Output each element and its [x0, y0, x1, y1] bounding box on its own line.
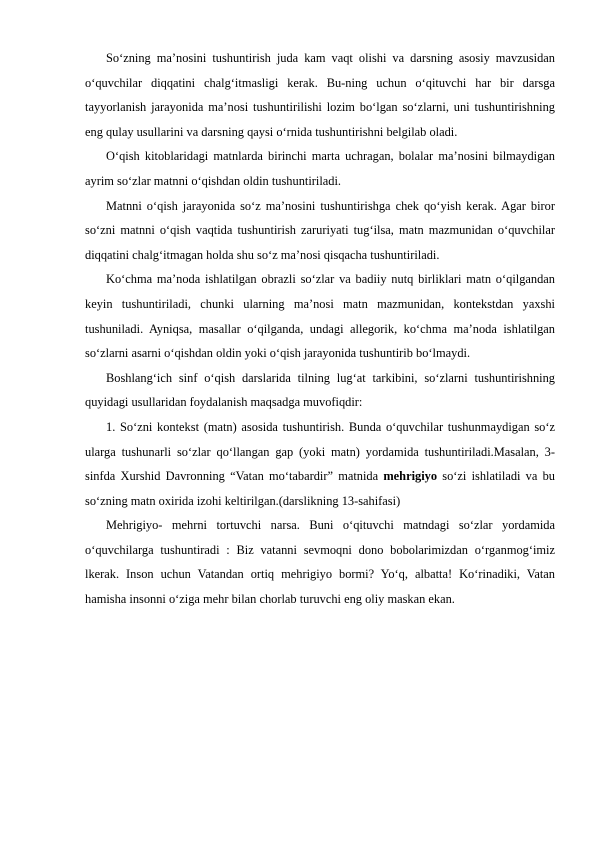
method-context-text: 1. So‘zni kontekst (matn) asosida tushuntirish. Bunda o‘quvchilar tushunmaydigan so‘z ularga tushunarli so‘zlar qo‘llangan gap (yoki matn) yordamida tushuntiriladi.Masalan, 3-sinfda Xurshid Davronning “Vatan mo‘tabardir” matnida	[85, 419, 555, 484]
document-page	[85, 46, 555, 612]
paragraph-method-context	[85, 415, 555, 513]
paragraph-reading-process: Matnni o‘qish jarayonida so‘z ma’nosini tushuntirishga chek qo‘yish kerak. Agar biror so‘zni matnni o‘qish vaqtida tushuntirish zaruriyati tug‘ilsa, matn mazmunidan o‘quvchilar diqqatini chalg‘itmagan holda shu so‘z ma’nosi qisqacha tushuntiriladi.	[85, 198, 555, 262]
paragraph-mehrigiyo-explanation: Mehrigiyo- mehrni tortuvchi narsa. Buni o‘qituvchi matndagi so‘zlar yordamida o‘quvchilarga tushuntiradi : Biz vatanni sevmoqni dono bobolarimizdan o‘rganmog‘imiz lkerak. Inson uchun Vatandan ortiq mehrigiyo bormi? Yo‘q, albatta! Ko‘rinadiki, Vatan hamisha insonni o‘ziga mehr bilan chorlab turuvchi eng oliy maskan ekan.	[85, 518, 555, 607]
paragraph-methods-intro: Boshlang‘ich sinf o‘qish darslarida tilning lug‘at tarkibini, so‘zlarni tushuntirishning quyidagi usullaridan foydalanish maqsadga muvofiqdir:	[85, 370, 555, 410]
paragraph-word-meaning-intro: So‘zning ma’nosini tushuntirish juda kam vaqt olishi va darsning asosiy mavzusidan o‘quvchilar diqqatini chalg‘itmasligi kerak. Bu-ning uchun o‘qituvchi har bir darsga tayyorlanish jarayonida ma’nosi tushuntirilishi lozim bo‘lgan so‘zlarni, uni tushuntirishning eng qulay usullarini va darsning qaysi o‘rnida tushuntirishni belgilab oladi.	[85, 51, 555, 139]
method-context-text-end: so‘zi ishlatiladi va bu so‘zning matn oxirida izohi keltirilgan.(darslikning 13-sahifasi)	[85, 469, 555, 508]
paragraph-figurative-words: Ko‘chma ma’noda ishlatilgan obrazli so‘zlar va badiiy nutq birliklari matn o‘qilgandan keyin tushuntiriladi, chunki ularning ma’nosi matn mazmunidan, kontekstdan yaxshi tushuniladi. Ayniqsa, masallar o‘qilganda, undagi allegorik, ko‘chma ma’noda ishlatilgan so‘zlarni asarni o‘qishdan oldin yoki o‘qish jarayonida tushuntirib bo‘lmaydi.	[85, 272, 555, 361]
paragraph-reading-books: O‘qish kitoblaridagi matnlarda birinchi marta uchragan, bolalar ma’nosini bilmaydigan ayrim so‘zlar matnni o‘qishdan oldin tushuntiriladi.	[85, 149, 555, 188]
highlighted-word: mehrigiyo	[383, 469, 438, 484]
